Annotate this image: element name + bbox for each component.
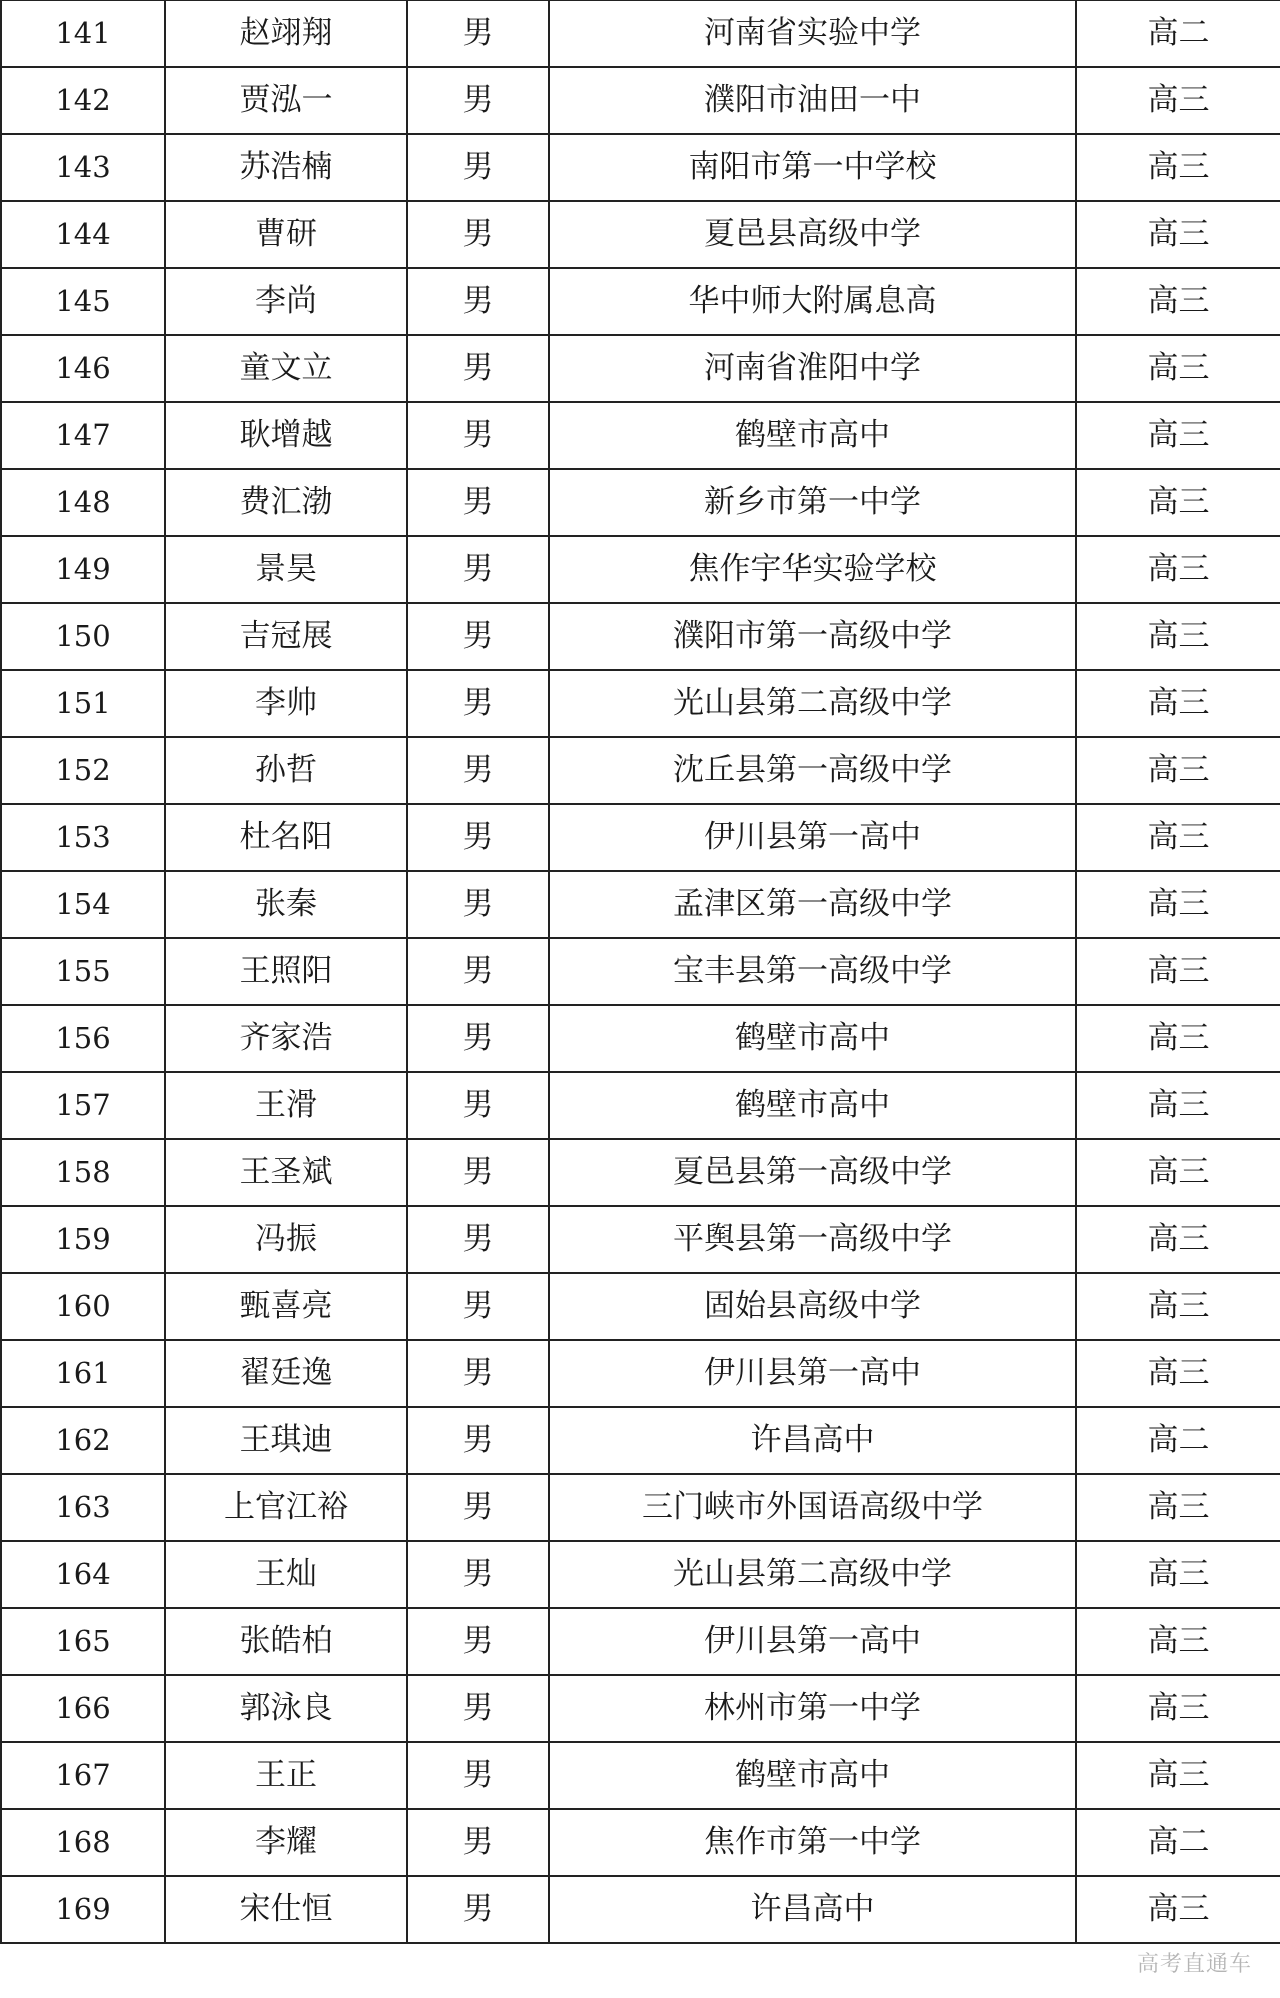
row-number-cell: 150 — [1, 603, 165, 670]
gender-cell: 男 — [407, 268, 549, 335]
student-name-cell: 王照阳 — [165, 938, 407, 1005]
grade-cell: 高三 — [1076, 670, 1280, 737]
school-name-cell: 焦作宇华实验学校 — [549, 536, 1076, 603]
row-number-cell: 166 — [1, 1675, 165, 1742]
table-row — [1, 1273, 1280, 1340]
student-name-cell: 上官江裕 — [165, 1474, 407, 1541]
grade-cell: 高三 — [1076, 603, 1280, 670]
student-name-cell: 郭泳良 — [165, 1675, 407, 1742]
row-number-cell: 163 — [1, 1474, 165, 1541]
table-row — [1, 804, 1280, 871]
gender-cell: 男 — [407, 1206, 549, 1273]
gender-cell: 男 — [407, 67, 549, 134]
table-row — [1, 1206, 1280, 1273]
row-number-cell: 143 — [1, 134, 165, 201]
student-name-cell: 杜名阳 — [165, 804, 407, 871]
gender-cell: 男 — [407, 804, 549, 871]
table-row — [1, 402, 1280, 469]
table-row — [1, 938, 1280, 1005]
row-number-cell: 152 — [1, 737, 165, 804]
gender-cell: 男 — [407, 469, 549, 536]
table-row — [1, 1005, 1280, 1072]
gender-cell: 男 — [407, 0, 549, 67]
gender-cell: 男 — [407, 201, 549, 268]
gender-cell: 男 — [407, 871, 549, 938]
school-name-cell: 林州市第一中学 — [549, 1675, 1076, 1742]
table-row — [1, 201, 1280, 268]
row-number-cell: 148 — [1, 469, 165, 536]
student-name-cell: 宋仕恒 — [165, 1876, 407, 1943]
table-row — [1, 469, 1280, 536]
grade-cell: 高二 — [1076, 1407, 1280, 1474]
row-number-cell: 149 — [1, 536, 165, 603]
watermark-text: 高考直通车 — [1136, 1952, 1252, 1977]
row-number-cell: 155 — [1, 938, 165, 1005]
row-number-cell: 153 — [1, 804, 165, 871]
grade-cell: 高三 — [1076, 871, 1280, 938]
student-name-cell: 张秦 — [165, 871, 407, 938]
table-row — [1, 536, 1280, 603]
school-name-cell: 固始县高级中学 — [549, 1273, 1076, 1340]
school-name-cell: 濮阳市第一高级中学 — [549, 603, 1076, 670]
gender-cell: 男 — [407, 1340, 549, 1407]
row-number-cell: 145 — [1, 268, 165, 335]
school-name-cell: 焦作市第一中学 — [549, 1809, 1076, 1876]
row-number-cell: 158 — [1, 1139, 165, 1206]
row-number-cell: 167 — [1, 1742, 165, 1809]
row-number-cell: 156 — [1, 1005, 165, 1072]
grade-cell: 高三 — [1076, 1340, 1280, 1407]
row-number-cell: 141 — [1, 0, 165, 67]
grade-cell: 高三 — [1076, 1876, 1280, 1943]
student-name-cell: 王琪迪 — [165, 1407, 407, 1474]
table-row — [1, 67, 1280, 134]
student-name-cell: 翟廷逸 — [165, 1340, 407, 1407]
table-row — [1, 0, 1280, 67]
student-name-cell: 王滑 — [165, 1072, 407, 1139]
table-row — [1, 1742, 1280, 1809]
grade-cell: 高三 — [1076, 1072, 1280, 1139]
student-name-cell: 贾泓一 — [165, 67, 407, 134]
school-name-cell: 夏邑县高级中学 — [549, 201, 1076, 268]
school-name-cell: 孟津区第一高级中学 — [549, 871, 1076, 938]
gender-cell: 男 — [407, 1139, 549, 1206]
student-name-cell: 苏浩楠 — [165, 134, 407, 201]
table-row — [1, 1340, 1280, 1407]
gender-cell: 男 — [407, 1809, 549, 1876]
gender-cell: 男 — [407, 134, 549, 201]
table-row — [1, 603, 1280, 670]
student-name-cell: 童文立 — [165, 335, 407, 402]
grade-cell: 高三 — [1076, 201, 1280, 268]
table-row — [1, 335, 1280, 402]
table-row — [1, 871, 1280, 938]
school-name-cell: 许昌高中 — [549, 1407, 1076, 1474]
student-name-cell: 张皓柏 — [165, 1608, 407, 1675]
row-number-cell: 161 — [1, 1340, 165, 1407]
school-name-cell: 濮阳市油田一中 — [549, 67, 1076, 134]
gender-cell: 男 — [407, 1005, 549, 1072]
school-name-cell: 鹤壁市高中 — [549, 402, 1076, 469]
student-name-cell: 王灿 — [165, 1541, 407, 1608]
table-row — [1, 1876, 1280, 1943]
grade-cell: 高三 — [1076, 1608, 1280, 1675]
school-name-cell: 宝丰县第一高级中学 — [549, 938, 1076, 1005]
gender-cell: 男 — [407, 1072, 549, 1139]
grade-cell: 高三 — [1076, 402, 1280, 469]
school-name-cell: 伊川县第一高中 — [549, 1608, 1076, 1675]
student-name-cell: 赵翊翔 — [165, 0, 407, 67]
student-name-cell: 景昊 — [165, 536, 407, 603]
grade-cell: 高三 — [1076, 134, 1280, 201]
table-row — [1, 1809, 1280, 1876]
gender-cell: 男 — [407, 1273, 549, 1340]
student-name-cell: 甄喜亮 — [165, 1273, 407, 1340]
row-number-cell: 146 — [1, 335, 165, 402]
row-number-cell: 168 — [1, 1809, 165, 1876]
grade-cell: 高三 — [1076, 1541, 1280, 1608]
row-number-cell: 142 — [1, 67, 165, 134]
school-name-cell: 夏邑县第一高级中学 — [549, 1139, 1076, 1206]
student-name-cell: 孙哲 — [165, 737, 407, 804]
gender-cell: 男 — [407, 1474, 549, 1541]
gender-cell: 男 — [407, 603, 549, 670]
student-name-cell: 齐家浩 — [165, 1005, 407, 1072]
school-name-cell: 伊川县第一高中 — [549, 804, 1076, 871]
student-name-cell: 曹研 — [165, 201, 407, 268]
school-name-cell: 新乡市第一中学 — [549, 469, 1076, 536]
grade-cell: 高二 — [1076, 1809, 1280, 1876]
grade-cell: 高三 — [1076, 1005, 1280, 1072]
gender-cell: 男 — [407, 1742, 549, 1809]
school-name-cell: 伊川县第一高中 — [549, 1340, 1076, 1407]
row-number-cell: 165 — [1, 1608, 165, 1675]
gender-cell: 男 — [407, 536, 549, 603]
school-name-cell: 许昌高中 — [549, 1876, 1076, 1943]
row-number-cell: 169 — [1, 1876, 165, 1943]
grade-cell: 高三 — [1076, 737, 1280, 804]
school-name-cell: 光山县第二高级中学 — [549, 1541, 1076, 1608]
grade-cell: 高三 — [1076, 1273, 1280, 1340]
row-number-cell: 144 — [1, 201, 165, 268]
school-name-cell: 光山县第二高级中学 — [549, 670, 1076, 737]
school-name-cell: 华中师大附属息高 — [549, 268, 1076, 335]
student-name-cell: 费汇渤 — [165, 469, 407, 536]
table-row — [1, 1139, 1280, 1206]
grade-cell: 高三 — [1076, 938, 1280, 1005]
row-number-cell: 162 — [1, 1407, 165, 1474]
school-name-cell: 三门峡市外国语高级中学 — [549, 1474, 1076, 1541]
gender-cell: 男 — [407, 402, 549, 469]
row-number-cell: 160 — [1, 1273, 165, 1340]
student-name-cell: 冯振 — [165, 1206, 407, 1273]
grade-cell: 高三 — [1076, 1742, 1280, 1809]
grade-cell: 高三 — [1076, 804, 1280, 871]
row-number-cell: 157 — [1, 1072, 165, 1139]
student-name-cell: 李耀 — [165, 1809, 407, 1876]
student-name-cell: 吉冠展 — [165, 603, 407, 670]
student-name-cell: 李尚 — [165, 268, 407, 335]
table-row — [1, 670, 1280, 737]
grade-cell: 高三 — [1076, 1139, 1280, 1206]
grade-cell: 高三 — [1076, 1675, 1280, 1742]
roster-table-body — [1, 0, 1280, 1943]
row-number-cell: 147 — [1, 402, 165, 469]
grade-cell: 高三 — [1076, 268, 1280, 335]
gender-cell: 男 — [407, 1675, 549, 1742]
student-name-cell: 王正 — [165, 1742, 407, 1809]
gender-cell: 男 — [407, 335, 549, 402]
gender-cell: 男 — [407, 1541, 549, 1608]
grade-cell: 高三 — [1076, 469, 1280, 536]
school-name-cell: 鹤壁市高中 — [549, 1005, 1076, 1072]
table-row — [1, 737, 1280, 804]
gender-cell: 男 — [407, 737, 549, 804]
grade-cell: 高三 — [1076, 335, 1280, 402]
table-row — [1, 1474, 1280, 1541]
student-name-cell: 李帅 — [165, 670, 407, 737]
row-number-cell: 154 — [1, 871, 165, 938]
row-number-cell: 164 — [1, 1541, 165, 1608]
grade-cell: 高三 — [1076, 1206, 1280, 1273]
table-row — [1, 1541, 1280, 1608]
school-name-cell: 鹤壁市高中 — [549, 1742, 1076, 1809]
school-name-cell: 平舆县第一高级中学 — [549, 1206, 1076, 1273]
grade-cell: 高三 — [1076, 1474, 1280, 1541]
gender-cell: 男 — [407, 938, 549, 1005]
school-name-cell: 沈丘县第一高级中学 — [549, 737, 1076, 804]
gender-cell: 男 — [407, 1608, 549, 1675]
grade-cell: 高三 — [1076, 67, 1280, 134]
table-row — [1, 1072, 1280, 1139]
gender-cell: 男 — [407, 1407, 549, 1474]
table-row — [1, 1407, 1280, 1474]
school-name-cell: 河南省淮阳中学 — [549, 335, 1076, 402]
grade-cell: 高二 — [1076, 0, 1280, 67]
table-row — [1, 1675, 1280, 1742]
gender-cell: 男 — [407, 1876, 549, 1943]
student-name-cell: 耿增越 — [165, 402, 407, 469]
school-name-cell: 河南省实验中学 — [549, 0, 1076, 67]
grade-cell: 高三 — [1076, 536, 1280, 603]
row-number-cell: 151 — [1, 670, 165, 737]
table-row — [1, 1608, 1280, 1675]
student-name-cell: 王圣斌 — [165, 1139, 407, 1206]
gender-cell: 男 — [407, 670, 549, 737]
school-name-cell: 鹤壁市高中 — [549, 1072, 1076, 1139]
school-name-cell: 南阳市第一中学校 — [549, 134, 1076, 201]
row-number-cell: 159 — [1, 1206, 165, 1273]
table-row — [1, 268, 1280, 335]
table-row — [1, 134, 1280, 201]
